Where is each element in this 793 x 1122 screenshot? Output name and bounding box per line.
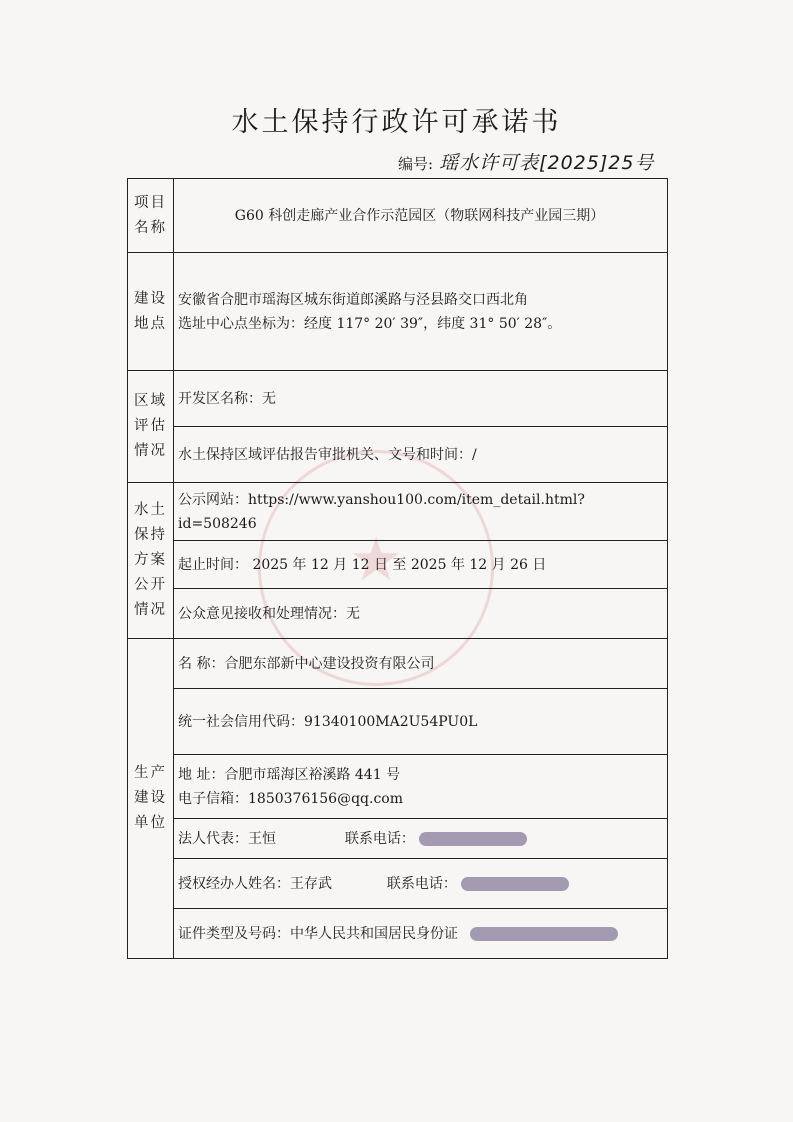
disclosure-period: 起止时间： 2025 年 12 月 12 日 至 2025 年 12 月 26 日 bbox=[174, 541, 668, 589]
location-coordinates: 选址中心点坐标为：经度 117° 20′ 39″，纬度 31° 50′ 28″。 bbox=[178, 315, 562, 332]
legal-phone-label: 联系电话： bbox=[344, 830, 415, 847]
dev-zone-value: 开发区名称：无 bbox=[174, 371, 668, 427]
address-email-row bbox=[128, 755, 668, 819]
id-cell bbox=[174, 909, 668, 959]
assessment-approval-value: 水土保持区域评估报告审批机关、文号和时间：/ bbox=[174, 427, 668, 483]
redacted-phone-bar bbox=[419, 832, 527, 846]
location-value bbox=[174, 253, 668, 371]
website-row bbox=[128, 483, 668, 541]
unit-name: 名 称：合肥东部新中心建设投资有限公司 bbox=[174, 639, 668, 689]
location-label: 建设地点 bbox=[128, 253, 174, 371]
document-title: 水土保持行政许可承诺书 bbox=[231, 107, 562, 138]
unit-email: 电子信箱：1850376156@qq.com bbox=[178, 790, 403, 807]
disclosure-label: 水土保持方案公开情况 bbox=[128, 483, 174, 639]
credit-code-row bbox=[128, 689, 668, 755]
dev-zone-row bbox=[128, 371, 668, 427]
seal-star-icon: ★ bbox=[349, 525, 403, 595]
id-row bbox=[128, 909, 668, 959]
legal-rep: 法人代表：王恒 bbox=[178, 830, 276, 847]
commitment-form bbox=[127, 178, 668, 959]
period-row bbox=[128, 541, 668, 589]
location-address: 安徽省合肥市瑶海区城东街道郎溪路与泾县路交口西北角 bbox=[178, 291, 528, 308]
unit-credit-code: 统一社会信用代码：91340100MA2U54PU0L bbox=[174, 689, 668, 755]
redacted-agent-phone-bar bbox=[461, 877, 569, 891]
redacted-id-bar bbox=[470, 927, 618, 941]
disclosure-feedback: 公众意见接收和处理情况：无 bbox=[174, 589, 668, 639]
regional-assessment-label: 区域评估情况 bbox=[128, 371, 174, 483]
document-number bbox=[398, 148, 654, 175]
location-row bbox=[128, 253, 668, 371]
agent-name: 授权经办人姓名：王存武 bbox=[178, 875, 332, 892]
agent-phone-label: 联系电话： bbox=[386, 875, 457, 892]
feedback-row bbox=[128, 589, 668, 639]
agent-cell bbox=[174, 859, 668, 909]
number-value: 瑶水许可表[2025]25号 bbox=[439, 152, 655, 174]
unit-label: 生产建设单位 bbox=[128, 639, 174, 959]
number-label: 编号: bbox=[398, 155, 434, 173]
unit-address: 地 址：合肥市瑶海区裕溪路 441 号 bbox=[178, 766, 401, 783]
project-label: 项目名称 bbox=[128, 179, 174, 253]
agent-row bbox=[128, 859, 668, 909]
unit-name-row bbox=[128, 639, 668, 689]
legal-rep-cell bbox=[174, 819, 668, 859]
disclosure-website: 公示网站：https://www.yanshou100.com/item_detail.html?id=508246 bbox=[174, 483, 668, 541]
assessment-approval-row bbox=[128, 427, 668, 483]
project-row bbox=[128, 179, 668, 253]
project-name: G60 科创走廊产业合作示范园区（物联网科技产业园三期） bbox=[174, 179, 668, 253]
id-type: 证件类型及号码：中华人民共和国居民身份证 bbox=[178, 925, 458, 942]
legal-rep-row bbox=[128, 819, 668, 859]
unit-address-email bbox=[174, 755, 668, 819]
